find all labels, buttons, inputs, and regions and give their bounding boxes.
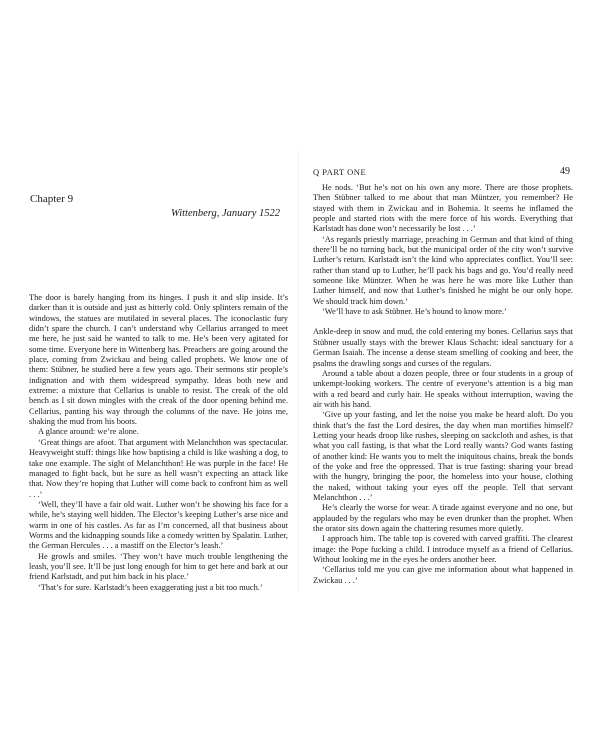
left-page-body	[29, 293, 288, 593]
paragraph: ‘As regards priestly marriage, preaching in German and that kind of thing there’ll be no turning back, but the municipal order of the city won’t survive Luther’s return. Karlstadt isn’t the kind who appreciates conflict. You’ll see: rather than stand up to Luther, he’ll pack his bags and go. You’d really need someone like Müntzer. When he was here he was more like Luther than Luther himself, and now that Luther’s finished he might be our only hope. We should track him down.’	[313, 234, 573, 306]
right-page-body	[313, 183, 573, 586]
running-head: Q PART ONE	[313, 167, 367, 177]
paragraph: A glance around: we’re alone.	[38, 427, 139, 437]
chapter-place-date: Wittenberg, January 1522	[171, 208, 280, 219]
paragraph: ‘Give up your fasting, and let the noise you make be heard aloft. Do you think that’s the fast the Lord desires, the day when man mortifies himself? Letting your heads droop like rushes, sleeping on sackcloth and ashes, is that what you call fasting, is that what the Lord really wants? God wants fasting of another kind: He wants you to melt the iniquitous chains, break the bonds of the yoke and free the oppressed. That is true fasting: sharing your bread with the hungry, bringing the poor, the homeless into your house, clothing the naked, without taking your eyes off the people. Tell that servant Melanchthon . . .’	[313, 410, 573, 502]
paragraph: He nods. ‘But he’s not on his own any more. There are those prophets. Then Stübner talked to me about that man Müntzer, you remember? He stayed with them in Zwickau and in Bohemia. It seems he inflamed the people and started riots with the mere force of his words. Everything that Karlstadt has done won’t necessarily be lost . . .’	[313, 183, 573, 234]
paragraph: He’s clearly the worse for wear. A tirade against everyone and no one, but applauded by the regulars who may be even drunker than the prophet. When the orator sits down again the chattering resumes more quietly.	[313, 503, 573, 533]
paragraph: Around a table about a dozen people, three or four students in a group of unkempt-looking workers. The centre of everyone’s attention is a big man with a red beard and curly hair. He speaks without interruption, waving the air with his hand.	[313, 368, 573, 409]
paragraph: ‘We’ll have to ask Stübner. He’s bound to know more.’	[322, 307, 507, 317]
paragraph: I approach him. The table top is covered with carved graffiti. The clearest image: the Pope fucking a child. I introduce myself as a friend of Cellarius. Without looking me in the eyes he orders another beer.	[313, 534, 573, 565]
paragraph: ‘Cellarius told me you can give me information about what happened in Zwickau . . .’	[313, 565, 573, 585]
right-page	[300, 0, 600, 750]
paragraph: The door is barely hanging from its hinges. I push it and slip inside. It’s darker than it is outside and just as bitterly cold. Only splinters remain of the windows, the statues are mutilated in several places. The iconoclastic fury didn’t spare the church. I can’t understand why Cellarius arranged to meet me here, he just said he wanted to talk to me. He’s been very agitated for some time. Everyone here in Wittenberg has. Preachers are going around the place, coming from Zwickau and being called prophets. We know one of them: Stübner, he studied here a few years ago. Their sermons stir people’s indignation and with them widespread sympathy. Ideas both new and extreme: a mixture that Cellarius is unable to resist. The creak of the old bench as I sit down mingles with the creak of the door opening behind me. Cellarius, panting his way through the columns of the nave. He joins me, shaking the mud from his boots.	[29, 293, 288, 427]
paragraph: ‘Well, they’ll have a fair old wait. Luther won’t be showing his face for a while, he’s staying well hidden. The Elector’s keeping Luther’s arse nice and warm in one of his castles. As far as I’m concerned, all that business about Worms and the kidnapping sounds like a comedy written by Spalatin. Luther, the German Hercules . . . a mastiff on the Elector’s leash.’	[29, 499, 288, 551]
chapter-heading: Chapter 9	[30, 193, 74, 205]
paragraph: ‘Great things are afoot. That argument with Melanchthon was spectacular. Heavyweight stuff: things like how baptising a child is like washing a dog, to take one example. The sight of Melanchthon! He was purple in the face! He managed to fight back, but he sure as hell wasn’t expecting an attack like that. Now they’re hoping that Luther will come back to confront him as well . . .’	[29, 437, 288, 499]
paragraph: Ankle-deep in snow and mud, the cold entering my bones. Cellarius says that Stübner usually stays with the brewer Klaus Schacht: ideal sanctuary for a German Isaiah. The incense a dense steam smelling of cooking and beer, the psalms the drawling songs and curses of the regulars.	[313, 327, 573, 368]
paragraph: ‘That’s for sure. Karlstadt’s been exaggerating just a bit too much.’	[38, 582, 263, 592]
paragraph: He growls and smiles. ‘They won’t have much trouble lengthening the leash, you’ll see. It’ll be just long enough for him to get here and bark at our friend Karlstadt, and put him back in his place.’	[29, 551, 288, 582]
page-gutter	[298, 150, 299, 590]
page-number: 49	[560, 166, 570, 177]
